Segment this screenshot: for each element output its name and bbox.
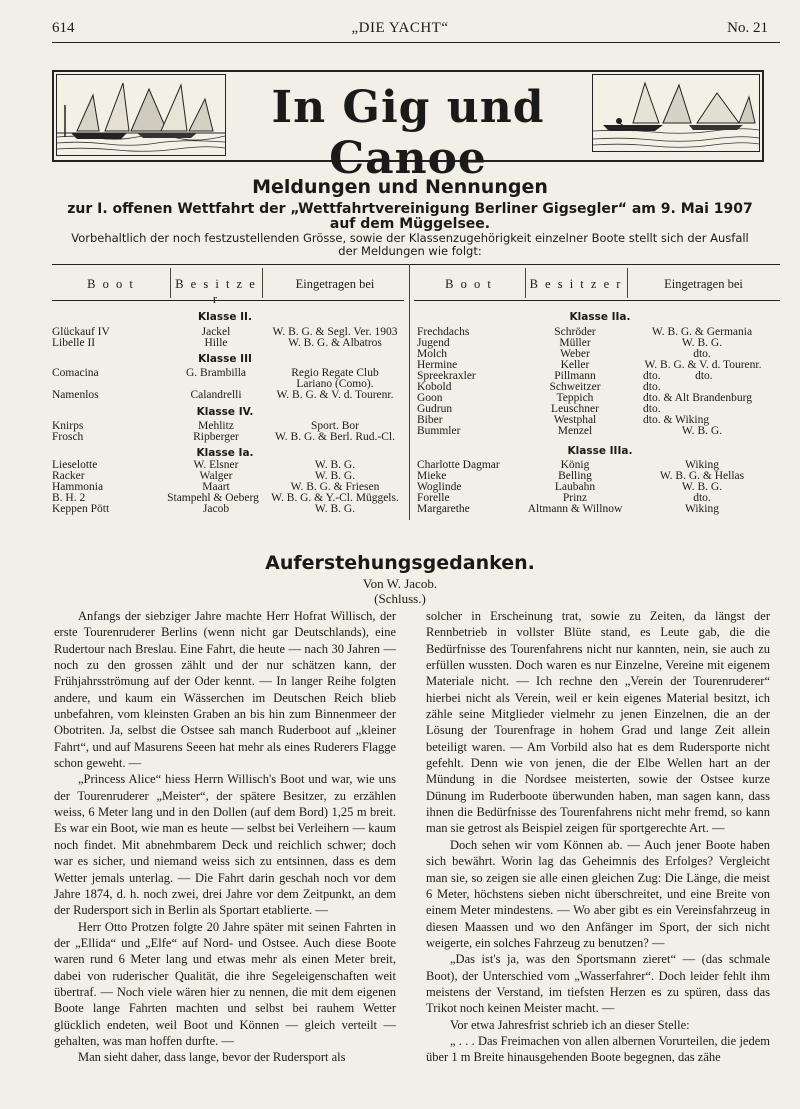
paragraph: „Princess Alice“ hiess Herrn Willisch's Boot und war, wie uns der Tourenruderer „Meister“, der spätere Besitzer, zu erzählen weiss, 6 Meter lang und in den Dollen (auf dem Bord) 1,25 m breit. Es war ein Boot, wie man es heute — selbst bei Verleihern — kaum noch findet. Mit abnehmbarem Deck und reichlich schwer; doch war es sicher, und niemand weiss sich zu entsinnen, dass es dem Wetter jemals unterlag. — Die Fahrt darin geschah noch vor dem Jahre 1874, d. h. noch zwei, drei Jahre vor dem Zeitpunkt, an dem der Rudersport sich in Berlin als Sportart etablierte. — [54,772,396,918]
article-column-left [54,608,396,1066]
table-cell-boot: Woglinde [417,481,462,493]
table-cell-besitzer: Stampehl & Oeberg [167,492,259,504]
table-cell-eingetragen: Wiking [684,503,720,515]
table-cell-boot: Lieselotte [52,459,98,471]
sailboats-illustration-right [592,74,760,152]
table-cell-boot: Mieke [417,470,447,482]
table-cell-boot: Comacina [52,367,99,379]
table-cell-eingetragen: Sport. Bor [311,420,359,432]
table-cell-besitzer: Jacob [202,503,230,515]
section-banner [52,70,764,184]
table-cell-eingetragen: W. B. G. & V. d. Tourenr. [644,359,762,371]
journal-title: „DIE YACHT“ [351,20,449,36]
issue-number: No. 21 [727,20,768,36]
table-cell-besitzer: König [560,459,590,471]
table-cell-besitzer: Calandrelli [190,389,242,401]
paragraph: Anfangs der siebziger Jahre machte Herr Hofrat Willisch, der erste Tourenruderer Berlins (wenn nicht gar Deutschlands), eine Rudertour nach Breslau. Eine Fahrt, die heute — nach 30 Jahren — noch zu den grossen zählt und der nur schätzen kann, der Frühjahrsströmung auf der Oder kennt. — In langer Reihe folgten andere, und kaum ein Wässerchen im Deutschen Reich blieb unbefahren, vom kleinsten Graben an bis hin zum Binnenmeer der Obotriten. Ja, selbst die Ostsee sah manch Ruderboot auf „kleiner Fahrt“, und auf Masurens Seeen hat mehr als eines Ruderers Flagge schon geweht. — [54,609,396,771]
article-column-right [426,608,770,1066]
article-continuation: (Schluss.) [374,591,426,606]
table-cell-eingetragen: dto. [643,403,661,415]
table-cell-eingetragen: dto. dto. [643,370,713,382]
table-divider [409,264,410,520]
table-cell-boot: Frosch [52,431,84,443]
table-cell-besitzer: Pillmann [554,370,596,382]
column-header-boot: B o o t [87,277,135,291]
table-cell-boot: Hermine [417,359,458,371]
table-cell-eingetragen: dto. & Wiking [643,414,710,426]
paragraph: „ . . . Das Freimachen von allen albernen Vorurteilen, die jedem über 1 m Breite hinausgehenden Boote begegnen, das zähe [426,1033,770,1065]
table-cell-boot: Racker [52,470,85,482]
paragraph: Herr Otto Protzen folgte 20 Jahre später mit seinen Fahrten in der „Ellida“ und „Elfe“ auf Nord- und Ostsee. Auch diese Boote waren rund 6 Meter lang und etwas mehr als einen Meter breit, dabei von ruderischer Qualität, die ihre Segeleigenschaften weit übertraf. — Noch viele wären hier zu nennen, die mit dem eigenen Boote lange Fahrten machten und selbst bei rauhem Wetter glücklich endeten, weil Boot und Können — gleich verteilt — gehalten, was man hoffen durfte. — [54,919,396,1048]
table-cell-boot: Bummler [417,425,461,437]
paragraph: Man sieht daher, dass lange, bevor der Rudersport als [78,1050,346,1065]
table-cell-boot: Charlotte Dagmar [417,459,500,471]
table-cell-besitzer: Belling [558,470,592,482]
paragraph: „Das ist's ja, was den Sportsmann zieret“ — (das schmale Boot), der Unterschied vom „Wasserfahrer“. Doch leider fehlt ihm meistens der Verstand, im tiefsten Herzen es zu spüren, dass das Trikot noch keinen Meister macht. — [426,952,770,1016]
table-cell-boot: Kobold [417,381,452,393]
table-cell-eingetragen: W. B. G. & Berl. Rud.-Cl. [274,431,395,443]
class-heading: Klasse IIIa. [567,445,633,457]
table-cell-eingetragen: W. B. G. & Germania [651,326,753,338]
section-subtitle-line1: zur I. offenen Wettfahrt der „Wettfahrtvereinigung Berliner Gigsegler“ am 9. Mai 1907 [67,201,753,217]
paragraph: solcher in Erscheinung trat, sowie zu Zeiten, da längst der Rennbetrieb in vollster Blüte stand, es Leute gab, die die Bedürfnisse des Tourenfahrens nicht nur kannten, nein, sie auch zu erfüllen wussten. Doch waren es nur Einzelne, Vereine mit eigenem Materiale nicht. — Ich rechne den „Verein der Tourenruderer“ hierbei nicht als Verein, weil er kein eigenes Material besitzt, ich zähle seine Mitglieder vielmehr zu jenen Einzelnen, die an der Lösung der Tourenfrage in hohem Grad und lange Zeit allein beteiligt waren. — Am Vorbild also hat es dem Rudersporte nicht gefehlt. Denn wie von jenen, die der Elbe Wellen hart an der Mündung in die Nordsee meisterten, sowie der Ostsee kurze Dünung im Ruderboote überwunden haben, man sagen kann, dass ihnen die Bedürfnisse des Tourenfahrens nicht mehr fremd, so kann man sie getrost als Beispiel zeigen für sportgerechte Art. — [426,609,770,836]
table-cell-boot: Goon [417,392,443,404]
table-cell-eingetragen: W. B. G. [681,481,723,493]
table-cell-boot: Spreekraxler [417,370,476,382]
header-rule [52,42,780,43]
table-cell-besitzer: Menzel [557,425,593,437]
class-heading: Klasse IIa. [569,311,631,323]
table-cell-besitzer: Müller [559,337,591,349]
class-heading: Klasse Ia. [196,447,254,459]
table-cell-eingetragen: W. B. G. [681,425,723,437]
table-cell-besitzer: Hille [204,337,228,349]
class-heading: Klasse III [198,353,252,365]
table-cell-besitzer: Westphal [553,414,597,426]
table-cell-eingetragen: W. B. G. & V. d. Tourenr. [276,389,394,401]
class-heading: Klasse II. [198,311,252,323]
table-cell-eingetragen: W. B. G. & Y.-Cl. Müggels. [271,492,399,504]
table-cell-eingetragen: W. B. G. [314,503,356,515]
table-cell-besitzer: Schröder [554,326,596,338]
table-cell-boot: B. H. 2 [52,492,86,504]
table-cell-boot: Glückauf IV [52,326,110,338]
class-heading: Klasse IV. [196,406,254,418]
table-cell-besitzer: Jackel [201,326,231,338]
table-cell-eingetragen: W. B. G. & Friesen [290,481,380,493]
table-cell-boot: Libelle II [52,337,96,349]
table-top-rule [52,264,780,265]
table-cell-eingetragen: W. B. G. & Segl. Ver. 1903 [272,326,398,338]
table-cell-besitzer: G. Brambilla [185,367,247,379]
column-header-boot: B o o t [445,277,493,291]
table-cell-boot: Knirps [52,420,84,432]
table-cell-boot: Margarethe [417,503,470,515]
section-note-line2: der Meldungen wie folgt: [338,244,482,258]
table-cell-besitzer: W. Elsner [193,459,239,471]
table-cell-besitzer: Altmann & Willnow [527,503,623,515]
column-header-besitzer: B e s i t z e r [529,277,623,291]
table-cell-besitzer: Mehlitz [198,420,234,432]
column-header-besitzer: B e s i t z e r [175,277,257,306]
table-cell-eingetragen: Lariano (Como). [296,378,374,390]
table-cell-besitzer: Ripberger [193,431,239,443]
table-cell-boot: Keppen Pött [52,503,110,515]
table-cell-besitzer: Weber [560,348,590,360]
column-header-eingetragen: Eingetragen bei [664,277,743,291]
table-cell-besitzer: Schweitzer [549,381,601,393]
table-cell-boot: Namenlos [52,389,99,401]
table-cell-boot: Forelle [417,492,450,504]
page-number: 614 [52,20,75,36]
table-cell-eingetragen: W. B. G. & Albatros [288,337,382,349]
section-title: Meldungen und Nennungen [252,176,548,198]
table-cell-eingetragen: dto. [693,348,711,360]
banner-title: In Gig und Canoe [271,82,545,184]
table-cell-eingetragen: dto. [643,381,661,393]
table-cell-besitzer: Keller [560,359,590,371]
column-header-eingetragen: Eingetragen bei [295,277,375,291]
article-title: Auferstehungsgedanken. [265,552,535,574]
table-cell-besitzer: Leuschner [551,403,599,415]
section-note-line1: Vorbehaltlich der noch festzustellenden Grösse, sowie der Klassenzugehörigkeit einzelner Boote stellt sich der Ausfall [71,231,749,245]
table-cell-besitzer: Walger [199,470,233,482]
table-cell-besitzer: Maart [202,481,230,493]
table-cell-eingetragen: W. B. G. [681,337,723,349]
table-cell-eingetragen: W. B. G. [314,470,356,482]
section-subtitle-line2: auf dem Müggelsee. [329,216,491,232]
paragraph: Vor etwa Jahresfrist schrieb ich an dieser Stelle: [450,1017,690,1032]
table-head-rule-right [414,300,780,301]
table-cell-besitzer: Teppich [556,392,594,404]
table-cell-eingetragen: Regio Regate Club [291,367,379,379]
table-cell-besitzer: Laubahn [554,481,596,493]
table-cell-boot: Biber [417,414,443,426]
paragraph: Doch sehen wir vom Können ab. — Auch jener Boote haben sich bewährt. Worin lag das Geheimnis des Erfolges? Vergleicht man sie, so zeigen sie alle einen gleichen Zug: Die Länge, die meist 6 Meter, höchstens sieben nicht überschreitet, und eine Breite von einem Meter mindestens. — Wo aber gibt es ein Vereinsfahrzeug in diesen Maassen und wo den Anfänger im Sport, der sich nicht weigerte, ein solches Fahrzeug zu benutzen? — [426,837,770,950]
article-author: Von W. Jacob. [362,576,438,591]
table-cell-eingetragen: Wiking [684,459,720,471]
table-cell-boot: Gudrun [417,403,453,415]
table-cell-eingetragen: dto. & Alt Brandenburg [643,392,753,404]
table-cell-besitzer: Prinz [562,492,588,504]
sailboats-illustration-left [56,74,226,156]
table-cell-boot: Molch [417,348,448,360]
table-cell-eingetragen: W. B. G. [314,459,356,471]
table-cell-eingetragen: dto. [693,492,711,504]
table-cell-boot: Frechdachs [417,326,470,338]
table-cell-eingetragen: W. B. G. & Hellas [659,470,745,482]
table-cell-boot: Jugend [417,337,450,349]
table-cell-boot: Hammonia [52,481,104,493]
